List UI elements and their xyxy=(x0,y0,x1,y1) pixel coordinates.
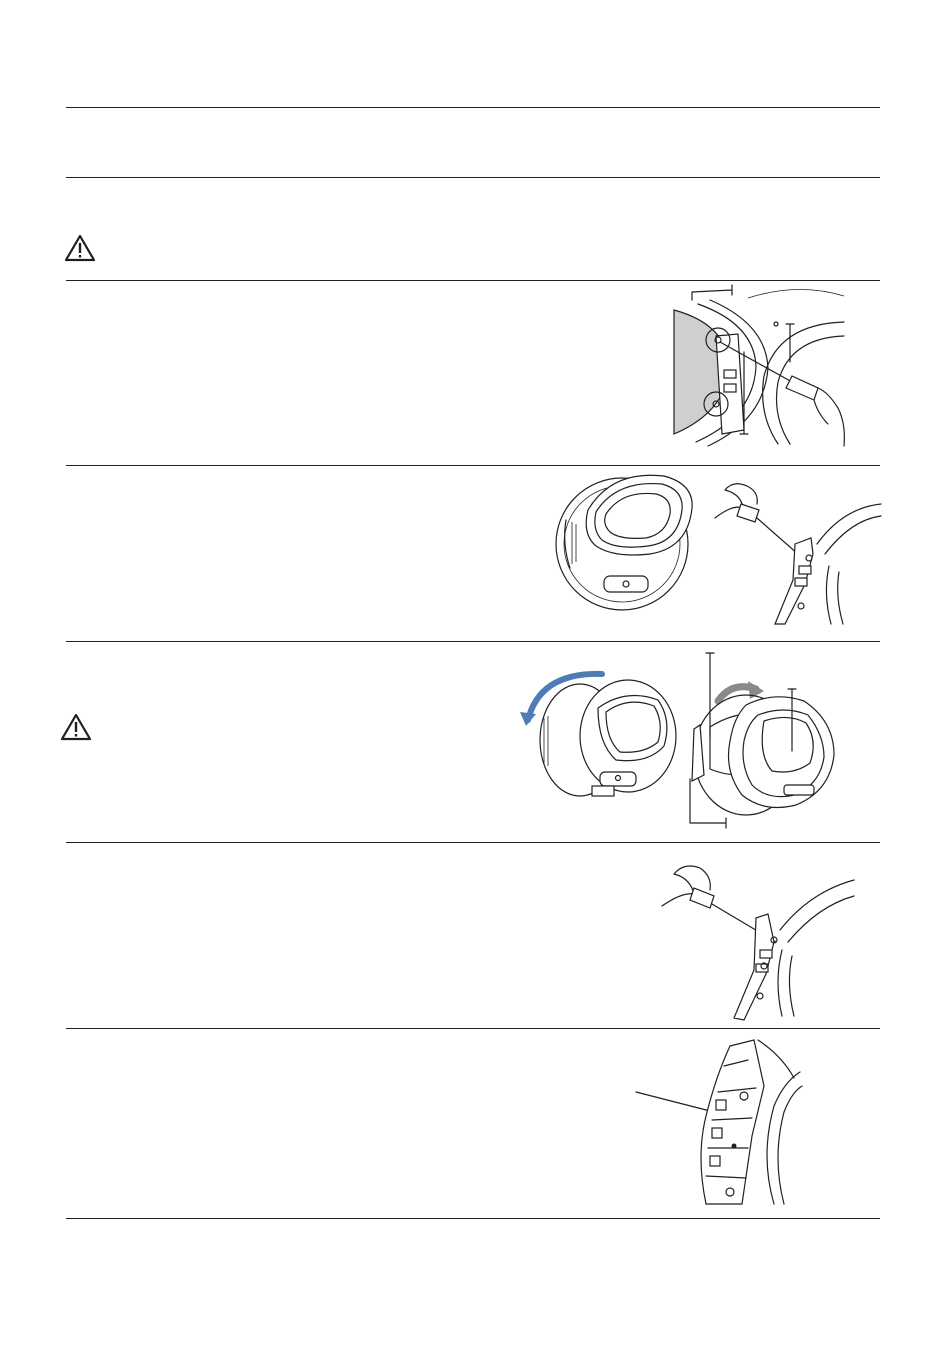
warning-triangle-icon xyxy=(60,713,92,741)
hinge-cover-screws-figure xyxy=(634,1036,804,1208)
warning-triangle-icon xyxy=(64,234,96,262)
hinge-screw-removal-figure xyxy=(713,474,883,630)
door-flip-figure xyxy=(684,651,844,829)
door-rotate-figure xyxy=(518,668,680,800)
step-5-rule xyxy=(66,1028,880,1029)
step-1-rule xyxy=(66,280,880,281)
header-rule-top xyxy=(66,107,880,108)
footer-rule xyxy=(66,1218,880,1219)
door-gasket-figure xyxy=(552,468,702,616)
step-2-rule xyxy=(66,465,880,466)
header-rule-bottom xyxy=(66,177,880,178)
step-3-rule xyxy=(66,641,880,642)
door-hinge-screws-figure xyxy=(668,284,853,450)
hinge-reattach-figure xyxy=(660,846,860,1024)
step-4-rule xyxy=(66,842,880,843)
